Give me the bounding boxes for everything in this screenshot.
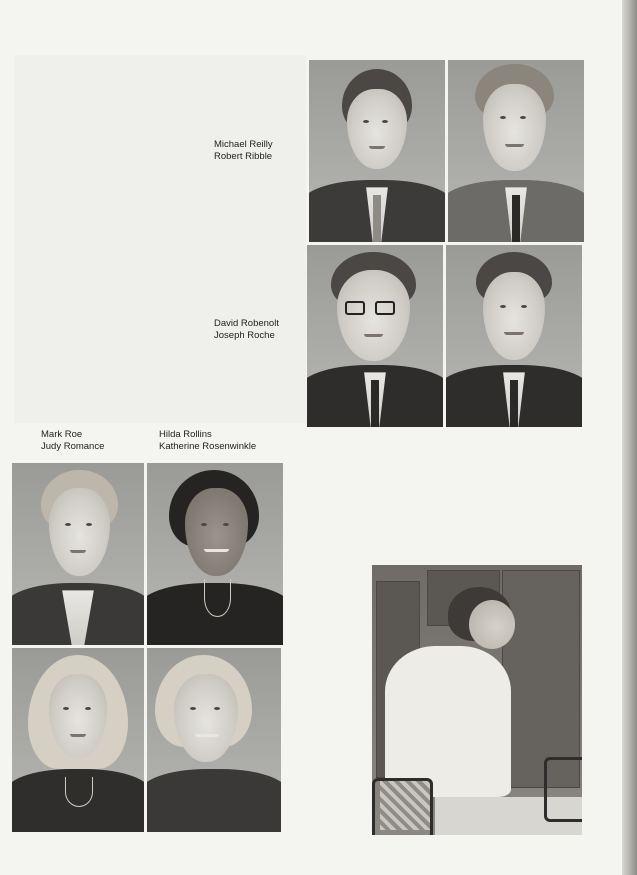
caption-name: Joseph Roche <box>214 330 275 341</box>
caption-name: Judy Romance <box>41 441 105 452</box>
page-shading <box>14 55 306 423</box>
caption-name: Katherine Rosenwinkle <box>159 441 257 452</box>
caption-name: Mark Roe <box>41 429 83 440</box>
portrait-joseph-roche <box>446 245 582 427</box>
caption-robenolt-roche <box>214 318 279 342</box>
portrait-judy-romance <box>12 648 144 832</box>
caption-name: Michael Reilly <box>214 139 273 150</box>
portrait-michael-reilly <box>309 60 445 242</box>
portrait-hilda-rollins <box>147 463 283 645</box>
caption-name: Robert Ribble <box>214 151 273 162</box>
caption-rollins-rosenwinkle <box>159 429 256 453</box>
portrait-katherine-rosenwinkle <box>147 648 281 832</box>
portrait-david-robenolt <box>307 245 443 427</box>
caption-reilly-ribble <box>214 139 273 163</box>
portrait-robert-ribble <box>448 60 584 242</box>
caption-name: Hilda Rollins <box>159 429 212 440</box>
caption-name: David Robenolt <box>214 318 279 329</box>
portrait-mark-roe <box>12 463 144 645</box>
caption-roe-romance <box>41 429 104 453</box>
candid-photo-girl-at-table <box>372 565 582 835</box>
page-binding-edge <box>622 0 637 875</box>
